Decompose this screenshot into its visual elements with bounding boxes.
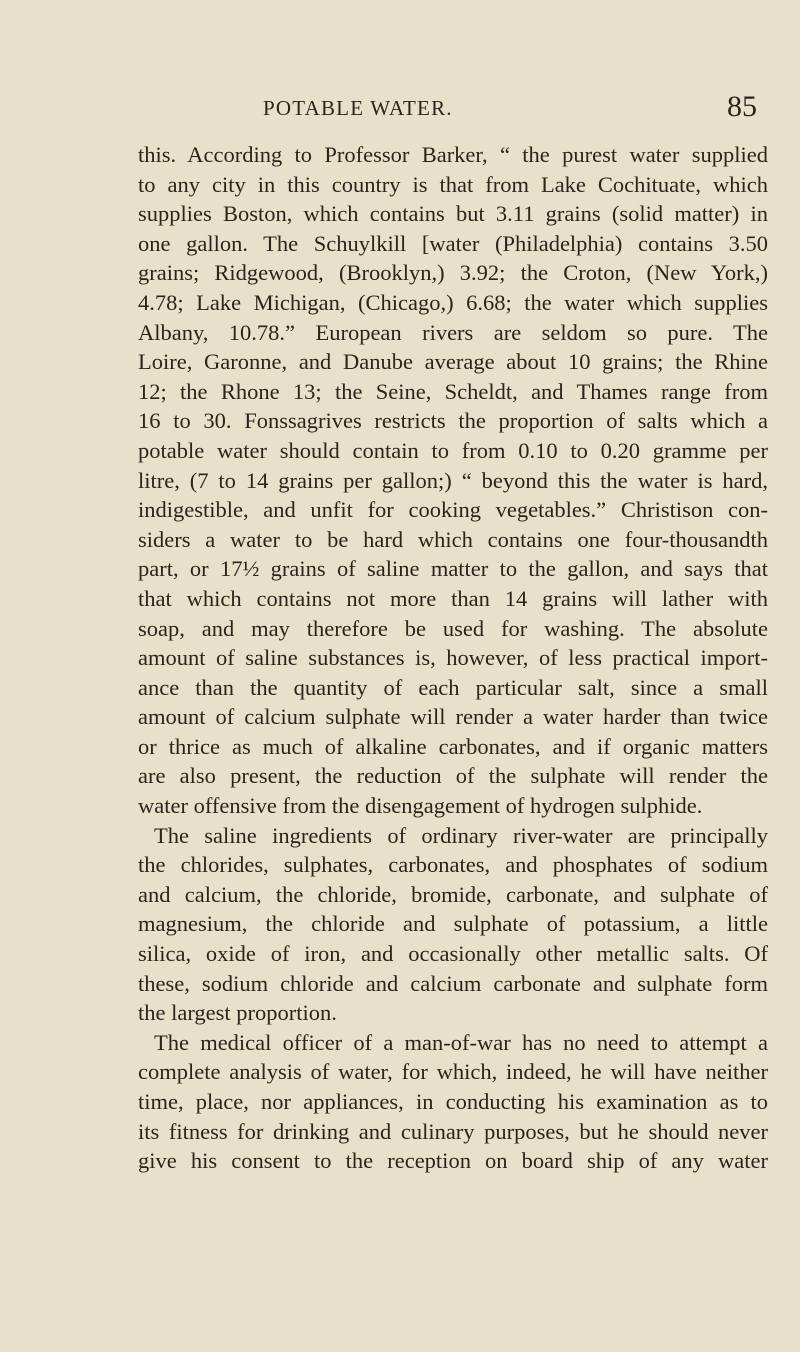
- text-line: The saline ingredients of ordinary river-water are principally: [154, 822, 768, 848]
- text-line: Loire, Garonne, and Danube average about 10 grains; the Rhine: [138, 349, 768, 375]
- text-line: silica, oxide of iron, and occasionally other metallic salts. Of: [138, 941, 768, 967]
- running-head: POTABLE WATER.: [263, 96, 453, 120]
- text-line: magnesium, the chloride and sulphate of potassium, a little: [138, 911, 768, 937]
- text-line: amount of saline substances is, however, of less practical import-: [138, 645, 768, 671]
- page-header: [0, 90, 800, 130]
- text-line: or thrice as much of alkaline carbonates, and if organic matters: [138, 733, 768, 759]
- text-line: Albany, 10.78.” European rivers are seldom so pure. The: [138, 319, 768, 345]
- text-line: part, or 17½ grains of saline matter to the gallon, and says that: [138, 556, 768, 582]
- text-line: ance than the quantity of each particular salt, since a small: [138, 674, 768, 700]
- text-line: 16 to 30. Fonssagrives restricts the proportion of salts which a: [138, 408, 768, 434]
- text-line: potable water should contain to from 0.10 to 0.20 gramme per: [138, 437, 768, 463]
- text-line: complete analysis of water, for which, indeed, he will have neither: [138, 1059, 768, 1085]
- text-line: The medical officer of a man-of-war has no need to attempt a: [154, 1029, 768, 1055]
- text-line: and calcium, the chloride, bromide, carbonate, and sulphate of: [138, 881, 768, 907]
- text-line: these, sodium chloride and calcium carbonate and sulphate form: [138, 970, 768, 996]
- text-line: time, place, nor appliances, in conducting his examination as to: [138, 1089, 768, 1114]
- text-line: siders a water to be hard which contains one four-thousandth: [138, 526, 768, 552]
- text-line: indigestible, and unfit for cooking vegetables.” Christison con-: [138, 497, 768, 523]
- text-line: 12; the Rhone 13; the Seine, Scheldt, and Thames range from: [138, 378, 768, 404]
- page-number: 85: [727, 90, 757, 123]
- text-line: are also present, the reduction of the sulphate will render the: [138, 763, 768, 789]
- text-line: to any city in this country is that from Lake Cochituate, which: [138, 171, 768, 197]
- text-line: litre, (7 to 14 grains per gallon;) “ beyond this the water is hard,: [138, 467, 768, 493]
- text-line: 4.78; Lake Michigan, (Chicago,) 6.68; the water which supplies: [138, 289, 768, 315]
- text-line: water offensive from the disengagement of hydrogen sulphide.: [138, 793, 703, 819]
- body-text: [138, 140, 768, 1176]
- text-line: the largest proportion.: [138, 1000, 337, 1026]
- text-line: give his consent to the reception on board ship of any water: [138, 1148, 768, 1174]
- text-line: this. According to Professor Barker, “ the purest water supplied: [138, 142, 768, 167]
- text-line: grains; Ridgewood, (Brooklyn,) 3.92; the Croton, (New York,): [138, 260, 768, 286]
- text-line: supplies Boston, which contains but 3.11 grains (solid matter) in: [138, 201, 768, 227]
- text-line: soap, and may therefore be used for washing. The absolute: [138, 615, 768, 641]
- text-line: amount of calcium sulphate will render a water harder than twice: [138, 704, 768, 730]
- text-line: that which contains not more than 14 grains will lather with: [138, 585, 768, 611]
- text-line: the chlorides, sulphates, carbonates, and phosphates of sodium: [138, 852, 768, 878]
- text-line: one gallon. The Schuylkill [water (Philadelphia) contains 3.50: [138, 230, 768, 256]
- text-line: its fitness for drinking and culinary purposes, but he should never: [138, 1118, 768, 1144]
